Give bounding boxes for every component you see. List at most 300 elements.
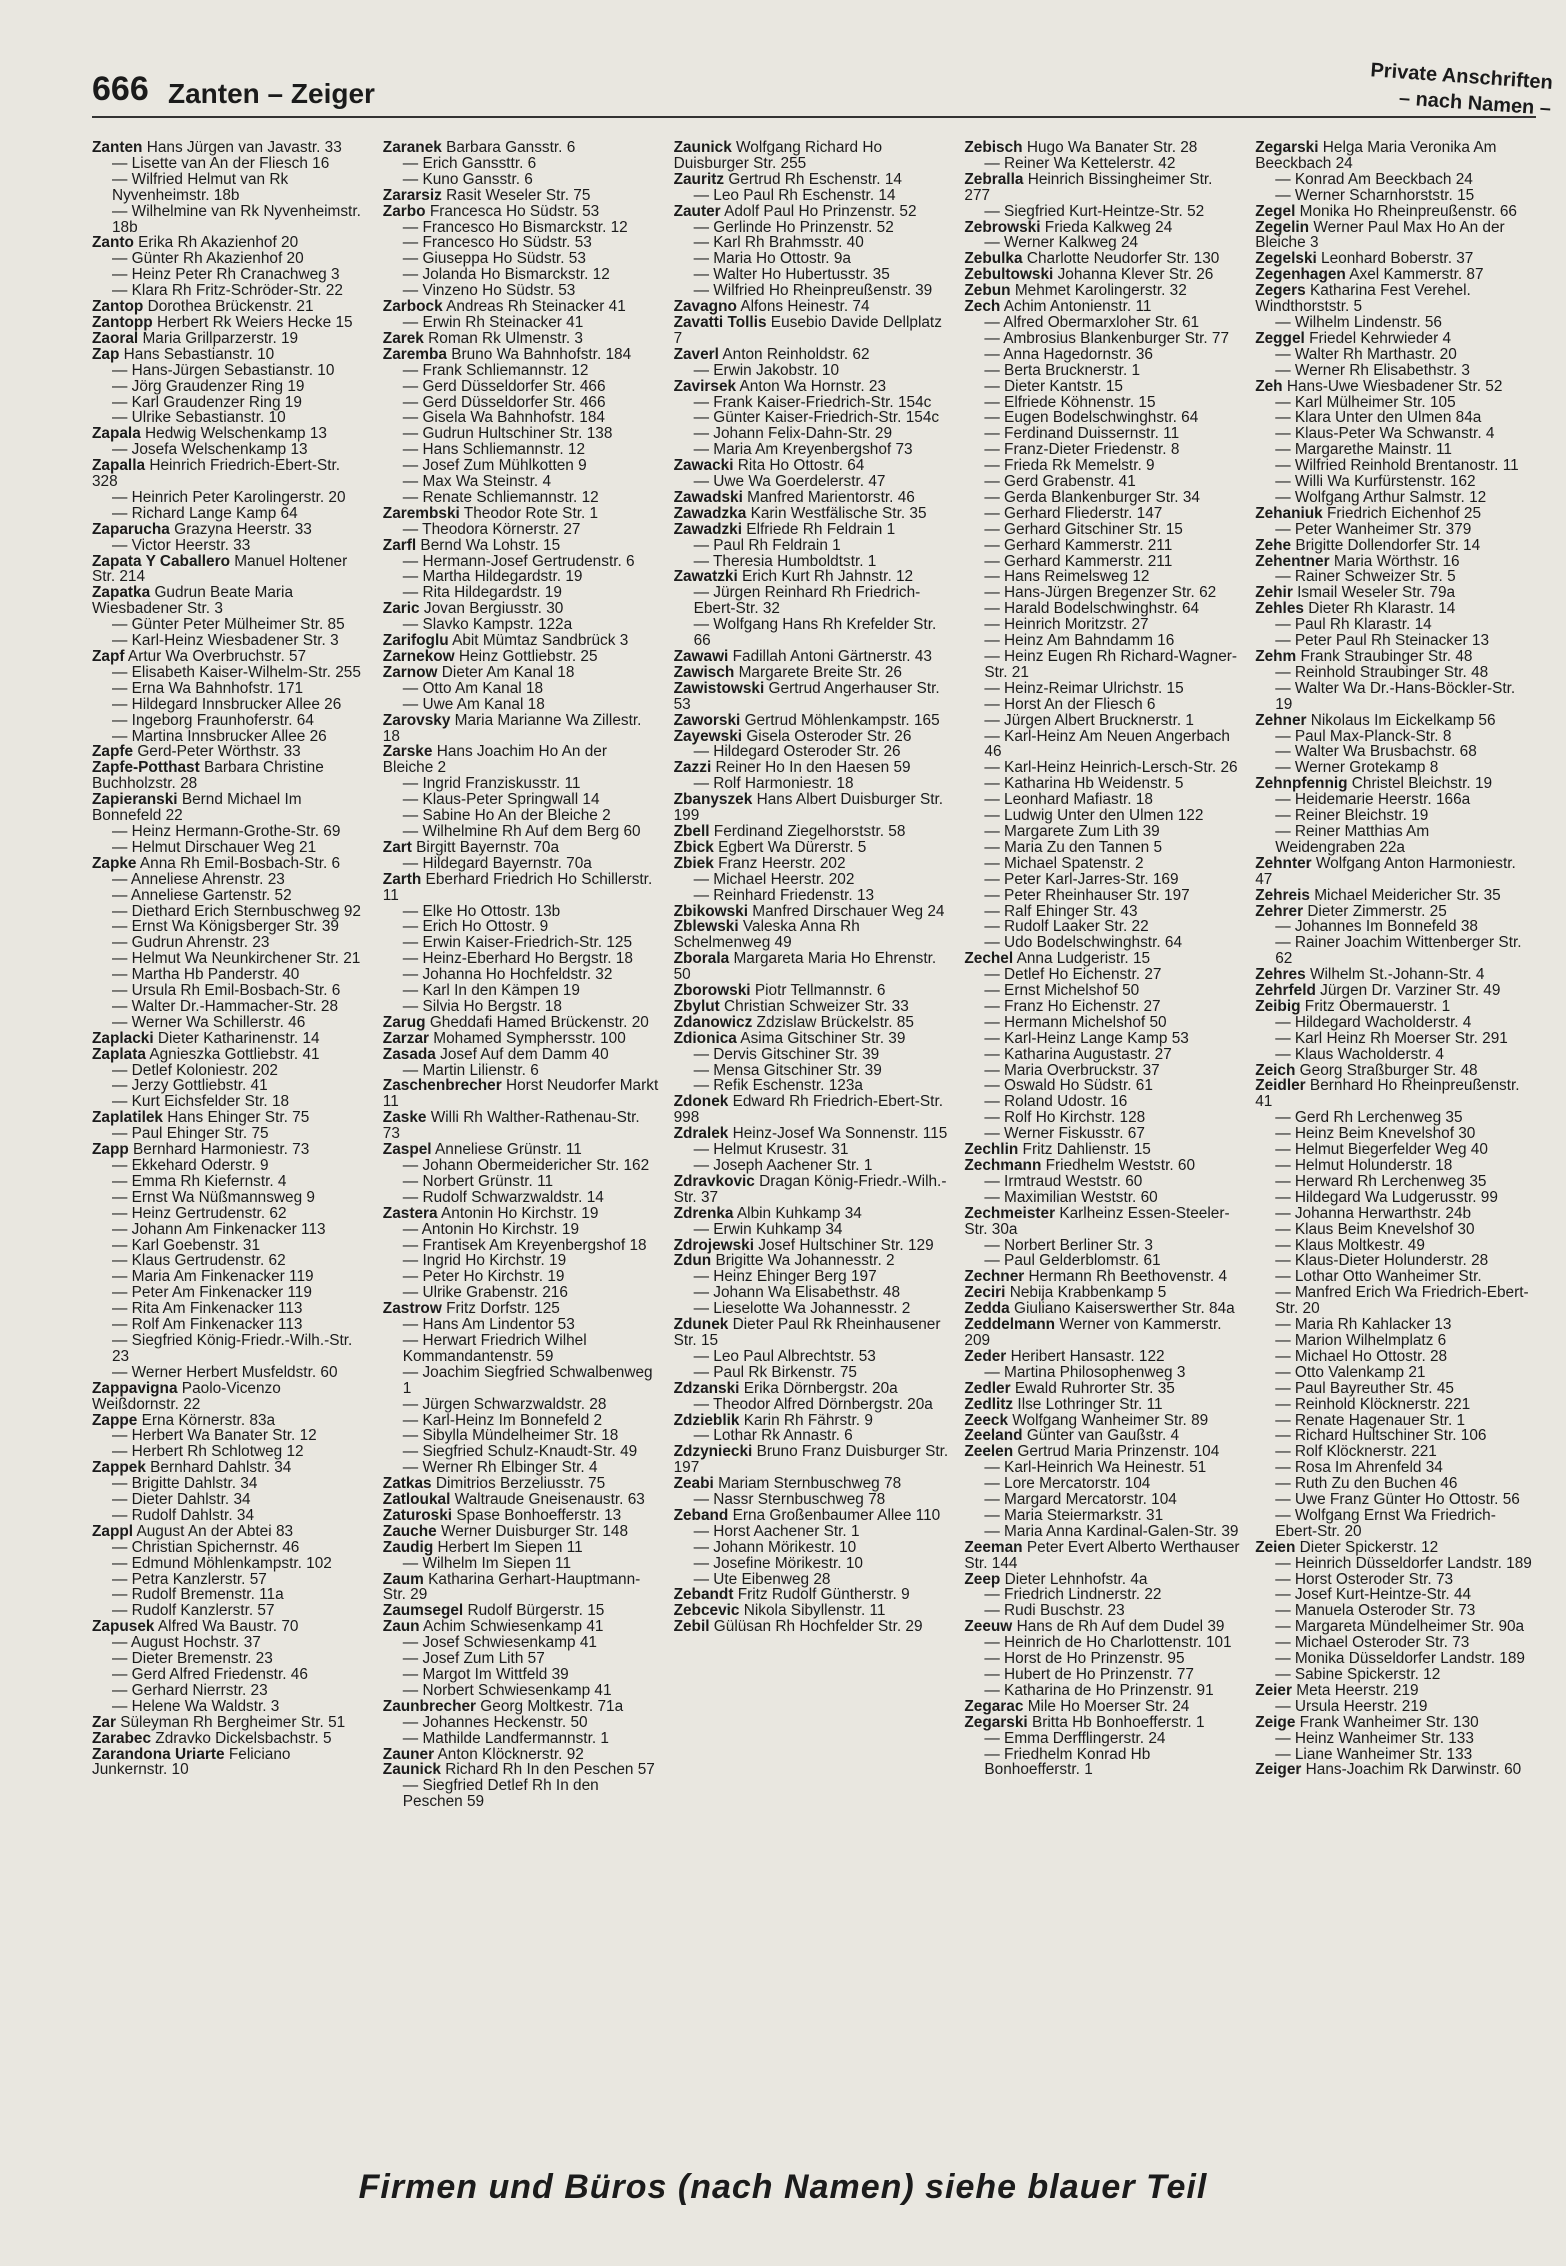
entry-text: — Klara Unter den Ulmen 84a xyxy=(1275,409,1482,427)
entry-text: Erich Kurt Rh Jahnstr. 12 xyxy=(737,568,914,586)
directory-entry xyxy=(964,1031,1241,1047)
directory-entry xyxy=(964,1540,1241,1572)
directory-entry xyxy=(1255,1651,1532,1667)
directory-entry xyxy=(674,204,951,220)
directory-entry xyxy=(92,426,369,442)
entry-text: Bernhard Harmoniestr. 73 xyxy=(128,1141,310,1159)
directory-entry xyxy=(964,490,1241,506)
directory-entry xyxy=(383,1397,660,1413)
entry-text: — Peter Am Finkenacker 119 xyxy=(112,1284,312,1302)
entry-text: — Martha Hb Panderstr. 40 xyxy=(112,966,300,984)
directory-entry xyxy=(383,426,660,442)
directory-entry xyxy=(1255,490,1532,506)
entry-text: — Walter Dr.-Hammacher-Str. 28 xyxy=(112,997,339,1015)
directory-entry xyxy=(383,713,660,745)
surname: Zawadski xyxy=(673,488,743,506)
directory-entry xyxy=(1255,1731,1532,1747)
directory-entry xyxy=(964,299,1241,315)
entry-text: — Karl Graudenzer Ring 19 xyxy=(112,393,302,411)
entry-text: — Josef Schwiesenkamp 41 xyxy=(402,1634,597,1652)
directory-entry xyxy=(383,251,660,267)
entry-text: Josef Auf dem Damm 40 xyxy=(435,1045,609,1063)
directory-entry xyxy=(383,744,660,776)
directory-entry xyxy=(1255,522,1532,538)
entry-text: — Gerhard Kammerstr. 211 xyxy=(984,552,1173,570)
directory-entry xyxy=(674,1078,951,1094)
directory-entry xyxy=(1255,442,1532,458)
surname: Zeich xyxy=(1255,1061,1296,1079)
directory-entry xyxy=(674,1365,951,1381)
surname: Zarifoglu xyxy=(382,632,449,650)
entry-text: — Oswald Ho Südstr. 61 xyxy=(984,1077,1153,1095)
directory-entry xyxy=(674,1222,951,1238)
entry-text: Fadillah Antoni Gärtnerstr. 43 xyxy=(728,648,932,665)
surname: Zapp xyxy=(92,1141,129,1159)
directory-entry xyxy=(674,554,951,570)
surname: Zblewski xyxy=(673,918,739,936)
surname: Zehm xyxy=(1255,648,1297,665)
entry-text: Katharina Fest Verehel. Windthorststr. 5 xyxy=(1255,282,1471,316)
entry-text: Adolf Paul Ho Prinzenstr. 52 xyxy=(720,202,917,220)
entry-text: Fritz Dahlienstr. 15 xyxy=(1018,1141,1151,1159)
directory-entry xyxy=(1255,1126,1532,1142)
entry-text: — Wolfgang Ernst Wa Friedrich-Ebert-Str. 20 xyxy=(1275,1506,1496,1540)
directory-entry xyxy=(92,1444,369,1460)
entry-text: — Norbert Schwiesenkamp 41 xyxy=(402,1681,612,1699)
entry-text: Dragan König-Friedr.-Wilh.-Str. 37 xyxy=(673,1172,947,1206)
directory-entry xyxy=(1255,1158,1532,1174)
entry-text: — Lisette van An der Fliesch 16 xyxy=(112,154,330,172)
directory-entry xyxy=(964,251,1241,267)
surname: Zegelski xyxy=(1255,250,1317,268)
directory-entry xyxy=(1255,1015,1532,1031)
surname: Zbiek xyxy=(673,854,714,872)
directory-entry xyxy=(383,1747,660,1763)
directory-entry xyxy=(1255,792,1532,808)
entry-text: Rudolf Bürgerstr. 15 xyxy=(463,1602,605,1620)
directory-entry xyxy=(964,331,1241,347)
directory-entry xyxy=(964,999,1241,1015)
directory-entry xyxy=(383,1365,660,1397)
surname: Zebun xyxy=(964,282,1011,300)
directory-entry xyxy=(964,824,1241,840)
directory-entry xyxy=(674,585,951,617)
directory-entry xyxy=(674,1492,951,1508)
directory-entry xyxy=(1255,1683,1532,1699)
surname: Zar xyxy=(92,1713,116,1731)
surname: Zehe xyxy=(1255,536,1292,554)
directory-entry xyxy=(383,1492,660,1508)
entry-text: — Hans Am Lindentor 53 xyxy=(402,1316,575,1334)
surname: Zebil xyxy=(673,1618,710,1636)
directory-entry xyxy=(92,585,369,617)
directory-entry xyxy=(1255,744,1532,760)
entry-text: — Heinz Ehinger Berg 197 xyxy=(693,1268,877,1286)
entry-text: — Gerd Rh Lerchenweg 35 xyxy=(1275,1109,1463,1127)
entry-text: — Ernst Wa Nüßmannsweg 9 xyxy=(112,1188,315,1206)
directory-entry xyxy=(1255,935,1532,967)
entry-text: — Wolfgang Arthur Salmstr. 12 xyxy=(1275,488,1487,506)
directory-entry xyxy=(1255,1269,1532,1285)
entry-text: — Ingrid Ho Kirchstr. 19 xyxy=(402,1252,567,1270)
directory-entry xyxy=(674,1094,951,1126)
directory-entry xyxy=(92,1492,369,1508)
entry-text: Heribert Hansastr. 122 xyxy=(1006,1347,1165,1365)
entry-text: Werner Paul Max Ho An der Bleiche 3 xyxy=(1255,218,1505,252)
directory-entry xyxy=(964,1110,1241,1126)
entry-text: — Maria Steiermarkstr. 31 xyxy=(984,1506,1164,1524)
entry-text: — Jörg Graudenzer Ring 19 xyxy=(112,377,305,395)
entry-text: Bruno Wa Bahnhofstr. 184 xyxy=(446,345,632,363)
entry-text: — Irmtraud Weststr. 60 xyxy=(984,1172,1143,1190)
directory-entry xyxy=(674,1047,951,1063)
entry-text: — Friedhelm Konrad Hb Bonhoefferstr. 1 xyxy=(984,1745,1151,1779)
entry-text: — Rainer Schweizer Str. 5 xyxy=(1275,568,1456,586)
entry-text: — Horst An der Fliesch 6 xyxy=(984,695,1156,713)
entry-text: — Walter Wa Dr.-Hans-Böckler-Str. 19 xyxy=(1275,679,1516,713)
surname: Zavagno xyxy=(673,298,737,316)
entry-text: — Heinz-Reimar Ulrichstr. 15 xyxy=(984,679,1184,697)
surname: Zazzi xyxy=(673,759,712,777)
directory-entry xyxy=(674,1413,951,1429)
entry-text: Britta Hb Bonhoefferstr. 1 xyxy=(1027,1713,1205,1731)
surname: Zaudig xyxy=(382,1538,434,1556)
directory-entry xyxy=(964,172,1241,204)
surname: Zarek xyxy=(382,329,424,347)
entry-text: — Werner Rh Elbinger Str. 4 xyxy=(402,1459,598,1477)
entry-text: Rita Ho Ottostr. 64 xyxy=(733,457,865,475)
entry-text: Friedel Kehrwieder 4 xyxy=(1304,329,1452,347)
directory-entry xyxy=(964,1508,1241,1524)
directory-entry xyxy=(92,442,369,458)
directory-entry xyxy=(1255,1603,1532,1619)
directory-entry xyxy=(92,1253,369,1269)
surname: Zantop xyxy=(92,298,144,316)
entry-text: Peter Evert Alberto Werthauser Str. 144 xyxy=(964,1538,1240,1572)
directory-entry xyxy=(92,792,369,824)
entry-text: — Ferdinand Duissernstr. 11 xyxy=(984,425,1180,443)
entry-text: — Gerhard Nierrstr. 23 xyxy=(112,1681,268,1699)
entry-text: Mariam Sternbuschweg 78 xyxy=(713,1475,902,1493)
entry-text: — Gisela Wa Bahnhofstr. 184 xyxy=(402,409,605,427)
entry-text: Hans-Uwe Wiesbadener Str. 52 xyxy=(1282,377,1503,395)
surname: Zawistowski xyxy=(673,679,765,697)
entry-text: — Hildegard Wa Ludgerusstr. 99 xyxy=(1275,1188,1498,1206)
directory-entry xyxy=(1255,426,1532,442)
entry-text: Piotr Tellmannstr. 6 xyxy=(750,982,886,1000)
entry-text: Franz Heerstr. 202 xyxy=(713,854,846,872)
entry-text: Birgitt Bayernstr. 70a xyxy=(411,838,560,856)
directory-entry xyxy=(1255,569,1532,585)
entry-text: Gertrud Möhlenkampstr. 165 xyxy=(740,711,940,729)
directory-entry xyxy=(674,538,951,554)
entry-text: — Erwin Kuhkamp 34 xyxy=(693,1220,843,1238)
surname: Zastera xyxy=(382,1204,438,1222)
surname: Zauner xyxy=(382,1745,435,1763)
directory-entry xyxy=(383,1524,660,1540)
directory-entry xyxy=(1255,538,1532,554)
directory-entry xyxy=(383,617,660,633)
directory-entry xyxy=(383,681,660,697)
entry-text: — Heinz Wanheimer Str. 133 xyxy=(1275,1729,1474,1747)
entry-text: Mehmet Karolingerstr. 32 xyxy=(1010,282,1187,300)
entry-text: — Ernst Wa Königsberger Str. 39 xyxy=(112,918,339,936)
entry-text: Anneliese Grünstr. 11 xyxy=(431,1141,582,1159)
surname: Zechmann xyxy=(964,1157,1042,1174)
entry-text: Heinz-Josef Wa Sonnenstr. 115 xyxy=(728,1125,948,1143)
header-right-line1: Private Anschriften xyxy=(1370,59,1554,94)
directory-entry xyxy=(1255,1762,1532,1778)
directory-entry xyxy=(92,1572,369,1588)
entry-text: — Josef Zum Lith 57 xyxy=(402,1650,545,1668)
entry-text: — Erwin Kaiser-Friedrich-Str. 125 xyxy=(402,934,633,952)
entry-text: — Paul Gelderblomstr. 61 xyxy=(984,1252,1161,1270)
entry-text: — Maria Zu den Tannen 5 xyxy=(984,838,1163,856)
entry-text: — Gerd Alfred Friedenstr. 46 xyxy=(112,1666,308,1683)
surname: Zeier xyxy=(1255,1681,1292,1699)
directory-entry xyxy=(964,1715,1241,1731)
entry-text: Hermann Rh Beethovenstr. 4 xyxy=(1024,1268,1228,1286)
surname: Zeder xyxy=(964,1347,1007,1365)
entry-text: Roman Rk Ulmenstr. 3 xyxy=(423,329,583,347)
surname: Zehir xyxy=(1255,584,1293,602)
directory-entry xyxy=(92,506,369,522)
surname: Zappavigna xyxy=(92,1379,178,1397)
footer-note: Firmen und Büros (nach Namen) siehe blauer Teil xyxy=(358,2168,1208,2206)
surname: Zebcevic xyxy=(673,1602,740,1620)
entry-text: — Sabine Spickerstr. 12 xyxy=(1275,1666,1441,1683)
surname: Zaspel xyxy=(382,1141,432,1159)
directory-column-5 xyxy=(1255,140,1532,2130)
entry-text: — Wolfgang Hans Rh Krefelder Str. 66 xyxy=(693,616,937,650)
surname: Zatloukal xyxy=(382,1491,451,1509)
entry-text: — Manuela Osteroder Str. 73 xyxy=(1275,1602,1476,1620)
entry-text: Reiner Ho In den Haesen 59 xyxy=(711,759,911,777)
directory-entry xyxy=(92,1317,369,1333)
surname: Zarnow xyxy=(382,663,438,681)
directory-entry xyxy=(674,888,951,904)
entry-text: — Konrad Am Beeckbach 24 xyxy=(1275,170,1473,188)
entry-text: — Johann Mörikestr. 10 xyxy=(693,1538,857,1556)
directory-entry xyxy=(964,1238,1241,1254)
directory-entry xyxy=(674,458,951,474)
entry-text: — Reiner Matthias Am Weidengraben 22a xyxy=(1275,822,1430,856)
surname: Zapata Y Caballero xyxy=(92,552,231,570)
directory-entry xyxy=(383,1540,660,1556)
surname: Zarbock xyxy=(382,298,443,316)
directory-entry xyxy=(964,585,1241,601)
directory-entry xyxy=(1255,665,1532,681)
directory-entry xyxy=(964,1269,1241,1285)
entry-text: — Wilfried Ho Rheinpreußenstr. 39 xyxy=(693,282,933,300)
entry-text: — Helmut Holunderstr. 18 xyxy=(1275,1157,1453,1174)
surname: Zedler xyxy=(964,1379,1011,1397)
entry-text: — Renate Schliemannstr. 12 xyxy=(402,488,599,506)
surname: Zaske xyxy=(382,1109,427,1127)
directory-entry xyxy=(674,1238,951,1254)
directory-entry xyxy=(383,1556,660,1572)
entry-text: — Helmut Biegerfelder Weg 40 xyxy=(1275,1141,1488,1159)
directory-entry xyxy=(1255,1747,1532,1763)
directory-entry xyxy=(964,267,1241,283)
surname: Zdzanski xyxy=(673,1379,740,1397)
entry-text: Asima Gitschiner Str. 39 xyxy=(736,1029,906,1047)
directory-entry xyxy=(1255,474,1532,490)
entry-text: — Mathilde Landfermannstr. 1 xyxy=(402,1729,609,1747)
entry-text: — Max Wa Steinstr. 4 xyxy=(402,473,552,491)
entry-text: — Hans Reimelsweg 12 xyxy=(984,568,1150,586)
directory-entry xyxy=(92,1047,369,1063)
entry-text: — Harald Bodelschwinghstr. 64 xyxy=(984,600,1200,618)
directory-entry xyxy=(1255,760,1532,776)
directory-entry xyxy=(674,904,951,920)
entry-text: — Diethard Erich Sternbuschweg 92 xyxy=(112,902,361,920)
entry-text: Nikolaus Im Eickelkamp 56 xyxy=(1306,711,1496,729)
directory-entry xyxy=(964,1587,1241,1603)
surname: Zechel xyxy=(964,950,1014,968)
surname: Zaumsegel xyxy=(382,1602,464,1620)
entry-text: — Katharina Augustastr. 27 xyxy=(984,1045,1172,1063)
header-right xyxy=(1368,57,1554,122)
entry-text: Waltraude Gneisenaustr. 63 xyxy=(450,1491,645,1509)
entry-text: — Maria Rh Kahlacker 13 xyxy=(1275,1316,1452,1334)
entry-text: — Rudolf Laaker Str. 22 xyxy=(984,918,1149,936)
directory-entry xyxy=(1255,1333,1532,1349)
directory-entry xyxy=(92,1540,369,1556)
directory-entry xyxy=(1255,1047,1532,1063)
entry-text: — Christian Spichernstr. 46 xyxy=(112,1538,300,1556)
surname: Zawadzki xyxy=(673,520,743,538)
surname: Zdzieblik xyxy=(673,1411,740,1429)
entry-text: Maria Wörthstr. 16 xyxy=(1329,552,1460,570)
directory-entry xyxy=(964,426,1241,442)
directory-entry xyxy=(964,888,1241,904)
directory-entry xyxy=(1255,1285,1532,1317)
entry-text: Anton Wa Hornstr. 23 xyxy=(736,377,887,395)
directory-entry xyxy=(92,299,369,315)
directory-entry xyxy=(383,1428,660,1444)
surname: Zech xyxy=(964,298,1001,316)
entry-text: August An der Abtei 83 xyxy=(133,1522,294,1540)
directory-entry xyxy=(674,792,951,824)
directory-entry xyxy=(383,1222,660,1238)
surname: Zegarski xyxy=(964,1713,1028,1731)
directory-entry xyxy=(674,188,951,204)
entry-text: — Willi Wa Kurfürstenstr. 162 xyxy=(1275,473,1476,491)
surname: Zedda xyxy=(964,1300,1010,1318)
entry-text: — Katharina de Ho Prinzenstr. 91 xyxy=(984,1681,1214,1699)
directory-entry xyxy=(1255,585,1532,601)
directory-entry xyxy=(383,1253,660,1269)
entry-text: Willi Rh Walther-Rathenau-Str. 73 xyxy=(382,1109,640,1143)
entry-text: — Sibylla Mündelheimer Str. 18 xyxy=(402,1427,619,1445)
directory-entry xyxy=(92,1683,369,1699)
entry-text: — Walter Rh Marthastr. 20 xyxy=(1275,345,1457,363)
directory-entry xyxy=(92,856,369,872)
entry-text: — Siegfried Kurt-Heintze-Str. 52 xyxy=(984,202,1205,220)
surname: Zehaniuk xyxy=(1255,504,1323,522)
entry-text: — Renate Hagenauer Str. 1 xyxy=(1275,1411,1466,1429)
directory-entry xyxy=(964,522,1241,538)
directory-entry xyxy=(674,395,951,411)
directory-entry xyxy=(92,490,369,506)
entry-text: — Victor Heerstr. 33 xyxy=(112,536,251,554)
directory-entry xyxy=(964,458,1241,474)
surname: Zauche xyxy=(382,1522,437,1540)
directory-entry xyxy=(383,808,660,824)
directory-entry xyxy=(92,172,369,204)
surname: Zebisch xyxy=(964,140,1023,156)
entry-text: — Johanna Herwarthstr. 24b xyxy=(1275,1204,1472,1222)
entry-text: Zdzislaw Brückelstr. 85 xyxy=(752,1013,914,1031)
surname: Zebandt xyxy=(673,1586,734,1604)
directory-entry xyxy=(92,1635,369,1651)
entry-text: — Erwin Rh Steinacker 41 xyxy=(402,313,584,331)
directory-entry xyxy=(383,1715,660,1731)
entry-text: Alfred Wa Baustr. 70 xyxy=(154,1618,299,1636)
entry-text: Ewald Ruhrorter Str. 35 xyxy=(1010,1379,1175,1397)
entry-text: — Heinz Hermann-Grothe-Str. 69 xyxy=(112,822,341,840)
entry-text: — Horst de Ho Prinzenstr. 95 xyxy=(984,1650,1185,1668)
entry-text: — Dieter Dahlstr. 34 xyxy=(112,1491,251,1509)
directory-entry xyxy=(383,347,660,363)
surname: Zdonek xyxy=(673,1093,729,1111)
surname: Zawatzki xyxy=(673,568,738,586)
entry-text: — Paul Rk Birkenstr. 75 xyxy=(693,1363,857,1381)
surname: Zaparucha xyxy=(92,520,170,538)
entry-text: — Rainer Joachim Wittenberger Str. 62 xyxy=(1275,934,1522,968)
surname: Zehner xyxy=(1255,711,1307,729)
entry-text: Hans Joachim Ho An der Bleiche 2 xyxy=(382,743,607,777)
entry-text: — Johannes Im Bonnefeld 38 xyxy=(1275,918,1478,936)
directory-entry xyxy=(1255,267,1532,283)
directory-entry xyxy=(964,235,1241,251)
directory-entry xyxy=(964,840,1241,856)
directory-entry xyxy=(964,617,1241,633)
directory-entry xyxy=(964,808,1241,824)
entry-text: Giuliano Kaiserswerther Str. 84a xyxy=(1009,1300,1235,1318)
directory-entry xyxy=(964,649,1241,681)
directory-columns xyxy=(92,140,1532,2130)
directory-entry xyxy=(92,713,369,729)
entry-text: — Slavko Kampstr. 122a xyxy=(402,616,573,634)
entry-text: Karlheinz Essen-Steeler-Str. 30a xyxy=(964,1204,1230,1238)
surname: Zapke xyxy=(92,854,137,872)
entry-text: — Frank Schliemannstr. 12 xyxy=(402,361,589,379)
directory-entry xyxy=(383,490,660,506)
directory-entry xyxy=(383,172,660,188)
entry-text: Achim Schwiesenkamp 41 xyxy=(419,1618,604,1636)
entry-text: Hans Albert Duisburger Str. 199 xyxy=(673,791,944,825)
entry-text: — Lothar Otto Wanheimer Str. xyxy=(1275,1268,1482,1286)
surname: Zehres xyxy=(1255,966,1306,984)
header-right-line2: – nach Namen – xyxy=(1398,87,1553,120)
entry-text: — Karl Goebenstr. 31 xyxy=(112,1236,260,1254)
directory-entry xyxy=(674,283,951,299)
entry-text: — Klaus Gertrudenstr. 62 xyxy=(112,1252,286,1270)
entry-text: — Elke Ho Ottostr. 13b xyxy=(402,902,561,920)
directory-entry xyxy=(674,1301,951,1317)
entry-text: Eusebio Davide Dellplatz 7 xyxy=(673,313,942,347)
directory-entry xyxy=(383,1078,660,1110)
entry-text: — Leonhard Mafiastr. 18 xyxy=(984,791,1153,809)
directory-entry xyxy=(964,506,1241,522)
entry-text: Achim Antonienstr. 11 xyxy=(1000,298,1152,316)
entry-text: — Vinzeno Ho Südstr. 53 xyxy=(402,282,576,300)
directory-entry xyxy=(383,1190,660,1206)
entry-text: — Richard Lange Kamp 64 xyxy=(112,504,298,522)
directory-entry xyxy=(674,299,951,315)
